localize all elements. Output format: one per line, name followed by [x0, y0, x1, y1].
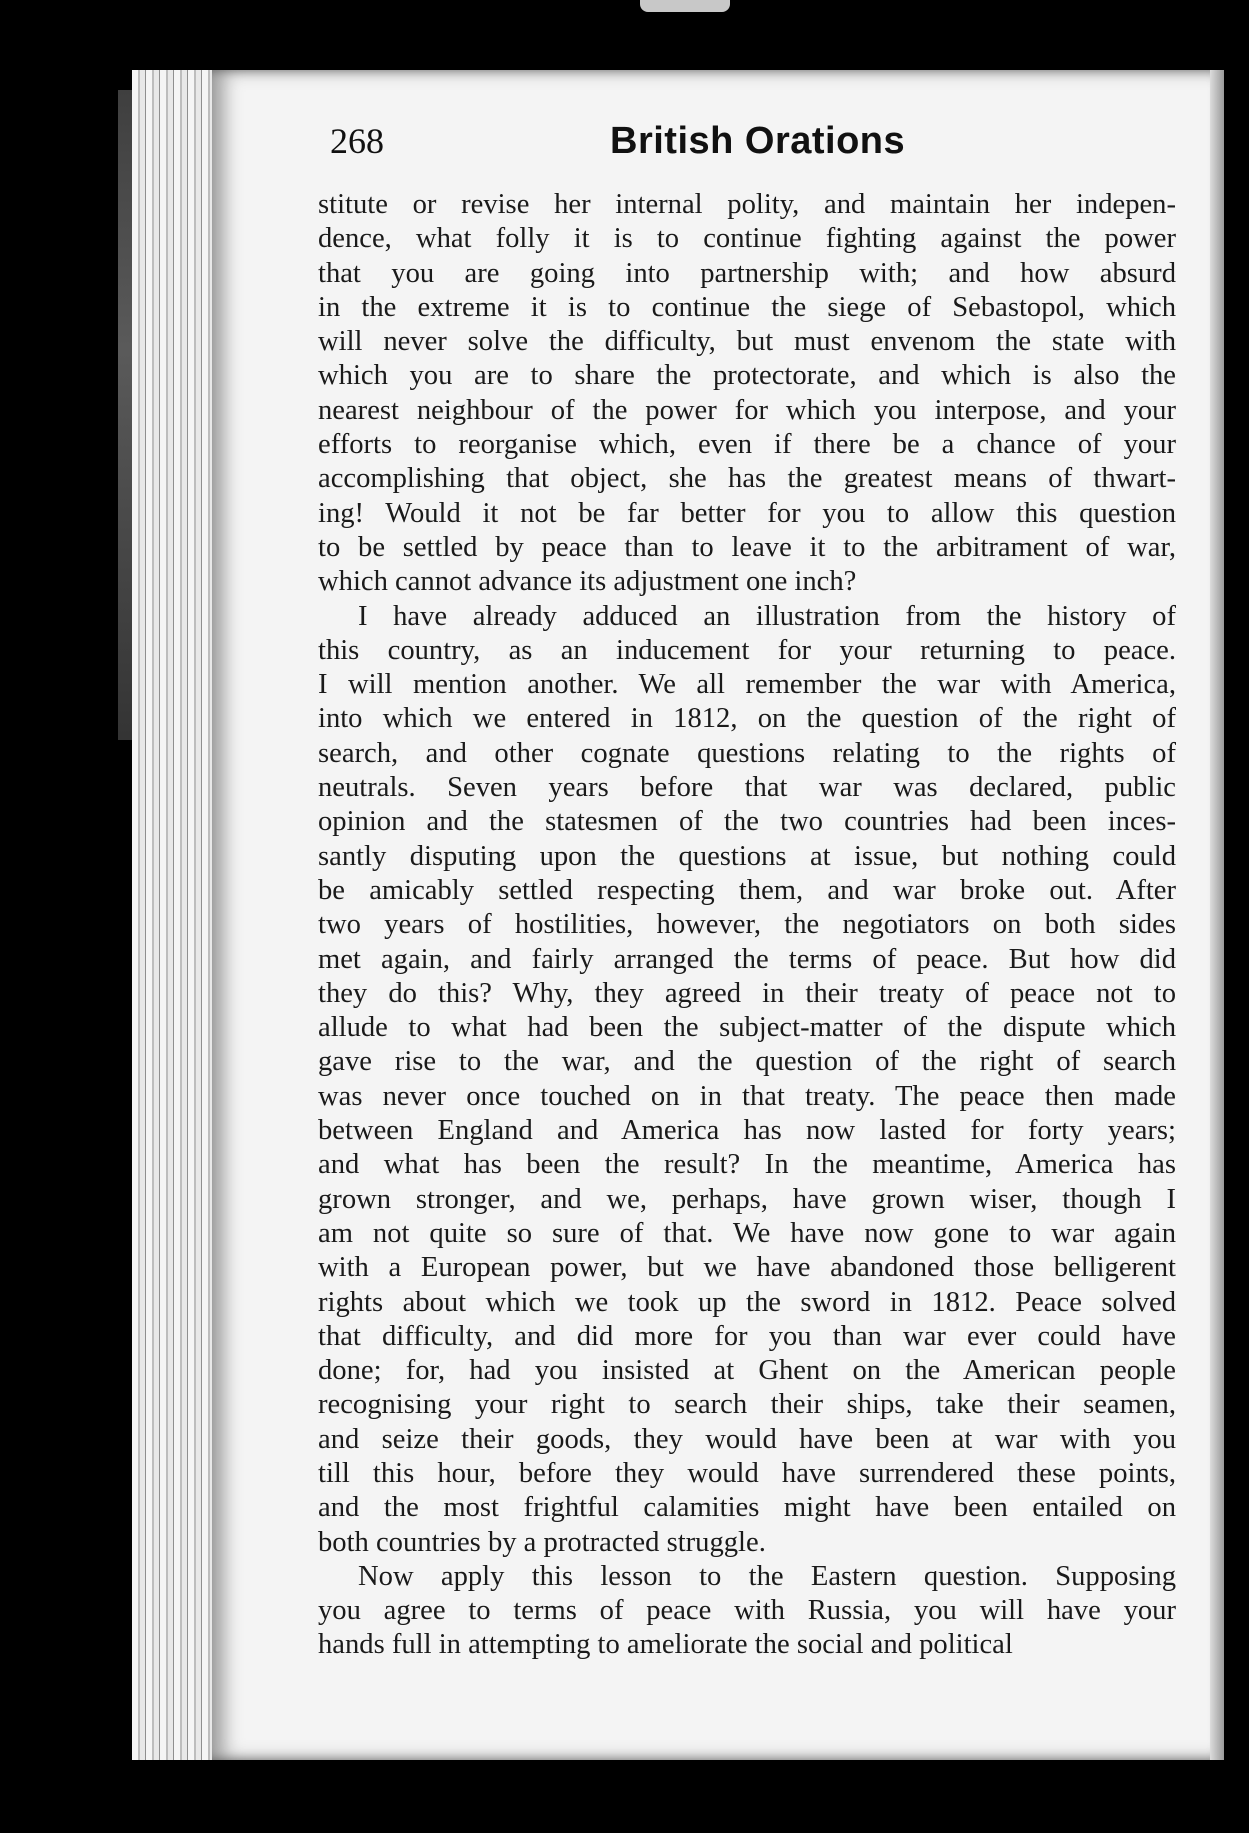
text-line: till this hour, before they would have surrendered these points,: [318, 1457, 1176, 1489]
text-line: to be settled by peace than to leave it to the arbitrament of war,: [318, 531, 1176, 563]
page-header: [330, 120, 1110, 170]
text-line: both countries by a protracted struggle.: [318, 1526, 766, 1558]
text-line: that difficulty, and did more for you than war ever could have: [318, 1320, 1176, 1352]
body-text: [318, 188, 1176, 1663]
text-line: between England and America has now lasted for forty years;: [318, 1115, 1176, 1147]
text-line: search, and other cognate questions relating to the rights of: [318, 737, 1176, 769]
text-line: which cannot advance its adjustment one inch?: [318, 566, 857, 598]
text-line: and the most frightful calamities might have been entailed on: [318, 1492, 1176, 1524]
text-line: rights about which we took up the sword in 1812. Peace solved: [318, 1286, 1176, 1318]
text-line: that you are going into partnership with; and how absurd: [318, 257, 1176, 289]
text-line: recognising your right to search their ships, take their seamen,: [318, 1389, 1176, 1421]
text-line: allude to what had been the subject-matter of the dispute which: [318, 1012, 1176, 1044]
text-line: which you are to share the protectorate, and which is also the: [318, 360, 1176, 392]
text-line: efforts to reorganise which, even if there be a chance of your: [318, 429, 1176, 461]
text-line: grown stronger, and we, perhaps, have grown wiser, though I: [318, 1183, 1176, 1215]
text-line: was never once touched on in that treaty. The peace then made: [318, 1080, 1176, 1112]
text-line: I have already adduced an illustration from the history of: [358, 600, 1176, 632]
text-line: and what has been the result? In the meantime, America has: [318, 1149, 1176, 1181]
text-line: met again, and fairly arranged the terms of peace. But how did: [318, 943, 1176, 975]
text-line: they do this? Why, they agreed in their treaty of peace not to: [318, 977, 1176, 1009]
text-line: Now apply this lesson to the Eastern question. Supposing: [358, 1560, 1176, 1592]
text-line: I will mention another. We all remember the war with America,: [318, 669, 1176, 701]
text-line: two years of hostilities, however, the negotiators on both sides: [318, 909, 1176, 941]
text-line: neutrals. Seven years before that war was declared, public: [318, 772, 1176, 804]
text-line: opinion and the statesmen of the two countries had been inces-: [318, 806, 1176, 838]
text-line: done; for, had you insisted at Ghent on the American people: [318, 1355, 1176, 1387]
text-line: stitute or revise her internal polity, and maintain her indepen-: [318, 189, 1176, 220]
text-line: with a European power, but we have abandoned those belligerent: [318, 1252, 1176, 1284]
running-title: British Orations: [610, 120, 906, 162]
text-line: you agree to terms of peace with Russia, you will have your: [318, 1595, 1176, 1627]
scanner-clip: [640, 0, 730, 12]
book-page: [212, 70, 1224, 1760]
text-line: in the extreme it is to continue the siege of Sebastopol, which: [318, 291, 1176, 323]
text-line: gave rise to the war, and the question of the right of search: [318, 1046, 1176, 1078]
text-line: ing! Would it not be far better for you to allow this question: [318, 497, 1176, 529]
text-line: nearest neighbour of the power for which you interpose, and your: [318, 394, 1176, 426]
text-line: and seize their goods, they would have been at war with you: [318, 1423, 1176, 1455]
text-line: accomplishing that object, she has the greatest means of thwart-: [318, 463, 1176, 495]
text-line: dence, what folly it is to continue fighting against the power: [318, 223, 1176, 255]
text-line: am not quite so sure of that. We have now gone to war again: [318, 1217, 1176, 1249]
text-line: will never solve the difficulty, but must envenom the state with: [318, 326, 1176, 358]
text-line: hands full in attempting to ameliorate the social and political: [318, 1629, 1013, 1661]
text-line: santly disputing upon the questions at issue, but nothing could: [318, 840, 1176, 872]
page-shadow: [1210, 70, 1224, 1760]
text-line: this country, as an inducement for your returning to peace.: [318, 634, 1176, 666]
page-number: 268: [330, 121, 384, 161]
text-line: be amicably settled respecting them, and war broke out. After: [318, 874, 1176, 906]
text-line: into which we entered in 1812, on the question of the right of: [318, 703, 1176, 735]
